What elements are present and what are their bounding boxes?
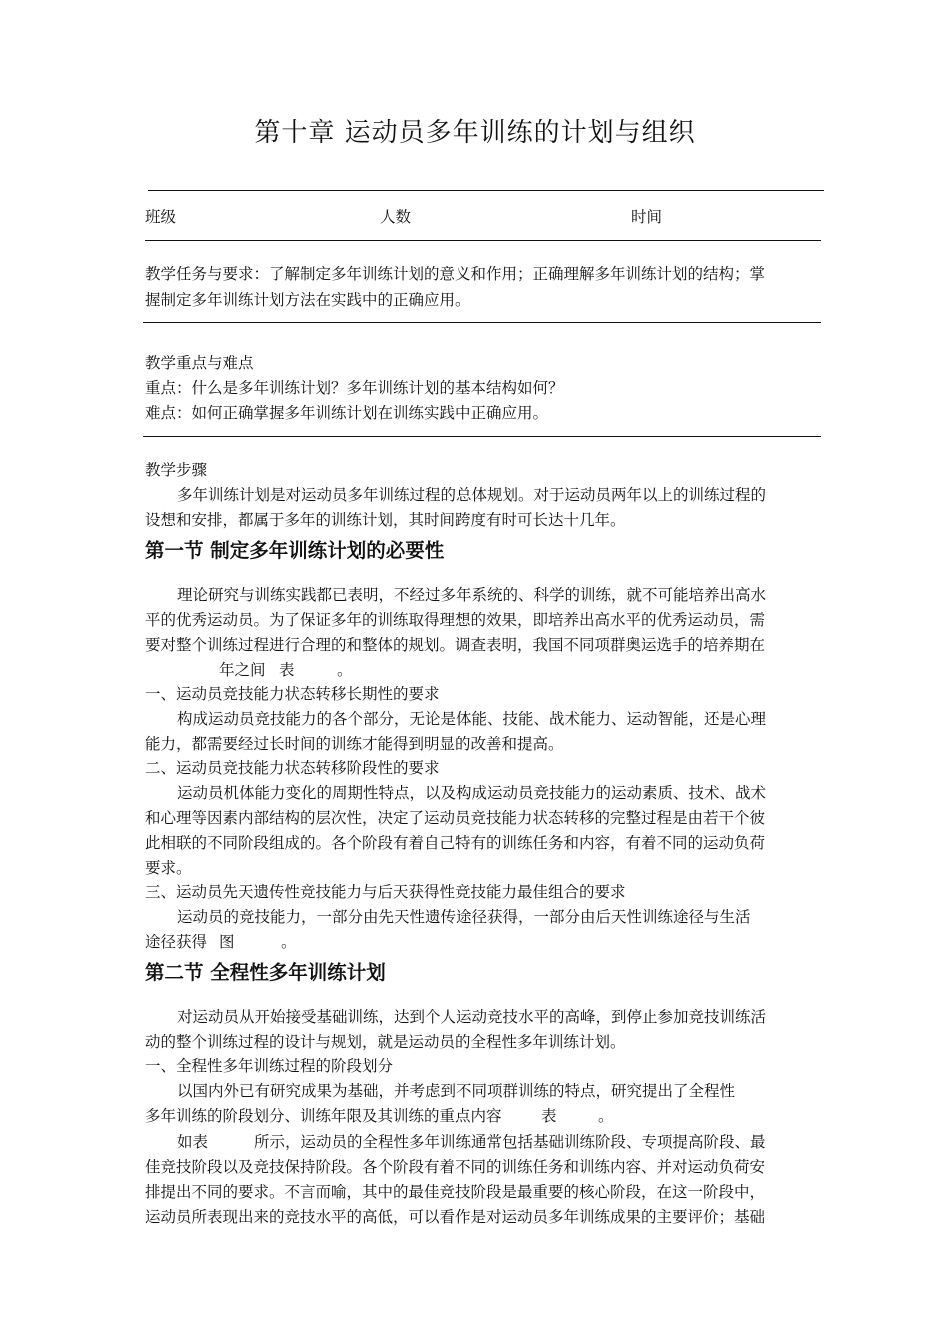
paragraph-line: 理论研究与训练实践都已表明，不经过多年系统的、科学的训练，就不可能培养出高水: [177, 586, 767, 604]
subheading: 一、全程性多年训练过程的阶段划分: [145, 1057, 394, 1075]
divider: [145, 240, 821, 241]
paragraph-line: 所示，运动员的全程性多年训练通常包括基础训练阶段、专项提高阶段、最: [254, 1133, 766, 1151]
count-label: 人数: [380, 208, 412, 226]
paragraph-line: 动的整个训练过程的设计与规划，就是运动员的全程性多年训练计划。: [145, 1033, 626, 1051]
focus-difficulty: 难点：如何正确掌握多年训练计划在训练实践中正确应用。: [145, 404, 549, 422]
subheading: 一、运动员竞技能力状态转移长期性的要求: [145, 685, 440, 703]
paragraph-line: 能力，都需要经过长时间的训练才能得到明显的改善和提高。: [145, 735, 564, 753]
paragraph-line: 。: [281, 933, 297, 951]
paragraph-line: 对运动员从开始接受基础训练，达到个人运动竞技水平的高峰，到停止参加竞技训练活: [177, 1008, 767, 1026]
paragraph-line: 平的优秀运动员。为了保证多年的训练取得理想的效果，即培养出高水平的优秀运动员，需: [145, 611, 766, 629]
paragraph-line: 年之间: [219, 661, 266, 679]
paragraph-line: 多年训练的阶段划分、训练年限及其训练的重点内容: [145, 1107, 502, 1125]
paragraph-line: 要求。: [145, 859, 192, 877]
task-line: 握制定多年训练计划方法在实践中的正确应用。: [145, 291, 471, 309]
divider: [148, 190, 824, 191]
time-label: 时间: [631, 208, 663, 226]
paragraph-line: 。: [337, 661, 353, 679]
divider: [143, 322, 821, 323]
paragraph-line: 如表: [177, 1133, 209, 1151]
class-label: 班级: [145, 208, 177, 226]
subheading: 三、运动员先天遗传性竞技能力与后天获得性竞技能力最佳组合的要求: [145, 883, 626, 901]
divider: [143, 436, 821, 437]
paragraph-line: 此相联的不同阶段组成的。各个阶段有着自己特有的训练任务和内容，有着不同的运动负荷: [145, 834, 766, 852]
focus-heading: 教学重点与难点: [145, 354, 254, 372]
paragraph-line: 运动员机体能力变化的周期性特点，以及构成运动员竞技能力的运动素质、技术、战术: [177, 784, 767, 802]
paragraph-line: 运动员所表现出来的竞技水平的高低，可以看作是对运动员多年训练成果的主要评价；基础: [145, 1208, 766, 1226]
section-title: 第二节 全程性多年训练计划: [145, 961, 386, 984]
paragraph-line: 。: [598, 1107, 614, 1125]
paragraph-line: 图: [219, 933, 235, 951]
subheading: 二、运动员竞技能力状态转移阶段性的要求: [145, 759, 440, 777]
chapter-title: 第十章 运动员多年训练的计划与组织: [254, 118, 696, 148]
paragraph-line: 佳竞技阶段以及竞技保持阶段。各个阶段有着不同的训练任务和训练内容、并对运动负荷安: [145, 1158, 766, 1176]
paragraph-line: 以国内外已有研究成果为基础，并考虑到不同项群训练的特点，研究提出了全程性: [177, 1082, 736, 1100]
paragraph-line: 运动员的竞技能力，一部分由先天性遗传途径获得，一部分由后天性训练途径与生活: [177, 908, 751, 926]
paragraph-line: 构成运动员竞技能力的各个部分，无论是体能、技能、战术能力、运动智能，还是心理: [177, 710, 767, 728]
paragraph-line: 表: [279, 661, 295, 679]
paragraph-line: 和心理等因素内部结构的层次性，决定了运动员竞技能力状态转移的完整过程是由若干个彼: [145, 809, 766, 827]
paragraph-line: 表: [541, 1107, 557, 1125]
steps-heading: 教学步骤: [145, 461, 208, 479]
paragraph-line: 排提出不同的要求。不言而喻，其中的最佳竞技阶段是最重要的核心阶段，在这一阶段中，: [145, 1183, 766, 1201]
focus-key: 重点：什么是多年训练计划？多年训练计划的基本结构如何？: [145, 379, 564, 397]
paragraph-line: 途径获得: [145, 933, 208, 951]
paragraph-line: 多年训练计划是对运动员多年训练过程的总体规划。对于运动员两年以上的训练过程的: [177, 486, 767, 504]
section-title: 第一节 制定多年训练计划的必要性: [145, 539, 445, 562]
task-line: 教学任务与要求：了解制定多年训练计划的意义和作用；正确理解多年训练计划的结构；掌: [145, 265, 766, 283]
paragraph-line: 要对整个训练过程进行合理的和整体的规划。调查表明，我国不同项群奥运选手的培养期在: [145, 636, 766, 654]
paragraph-line: 设想和安排，都属于多年的训练计划，其时间跨度有时可长达十几年。: [145, 511, 626, 529]
